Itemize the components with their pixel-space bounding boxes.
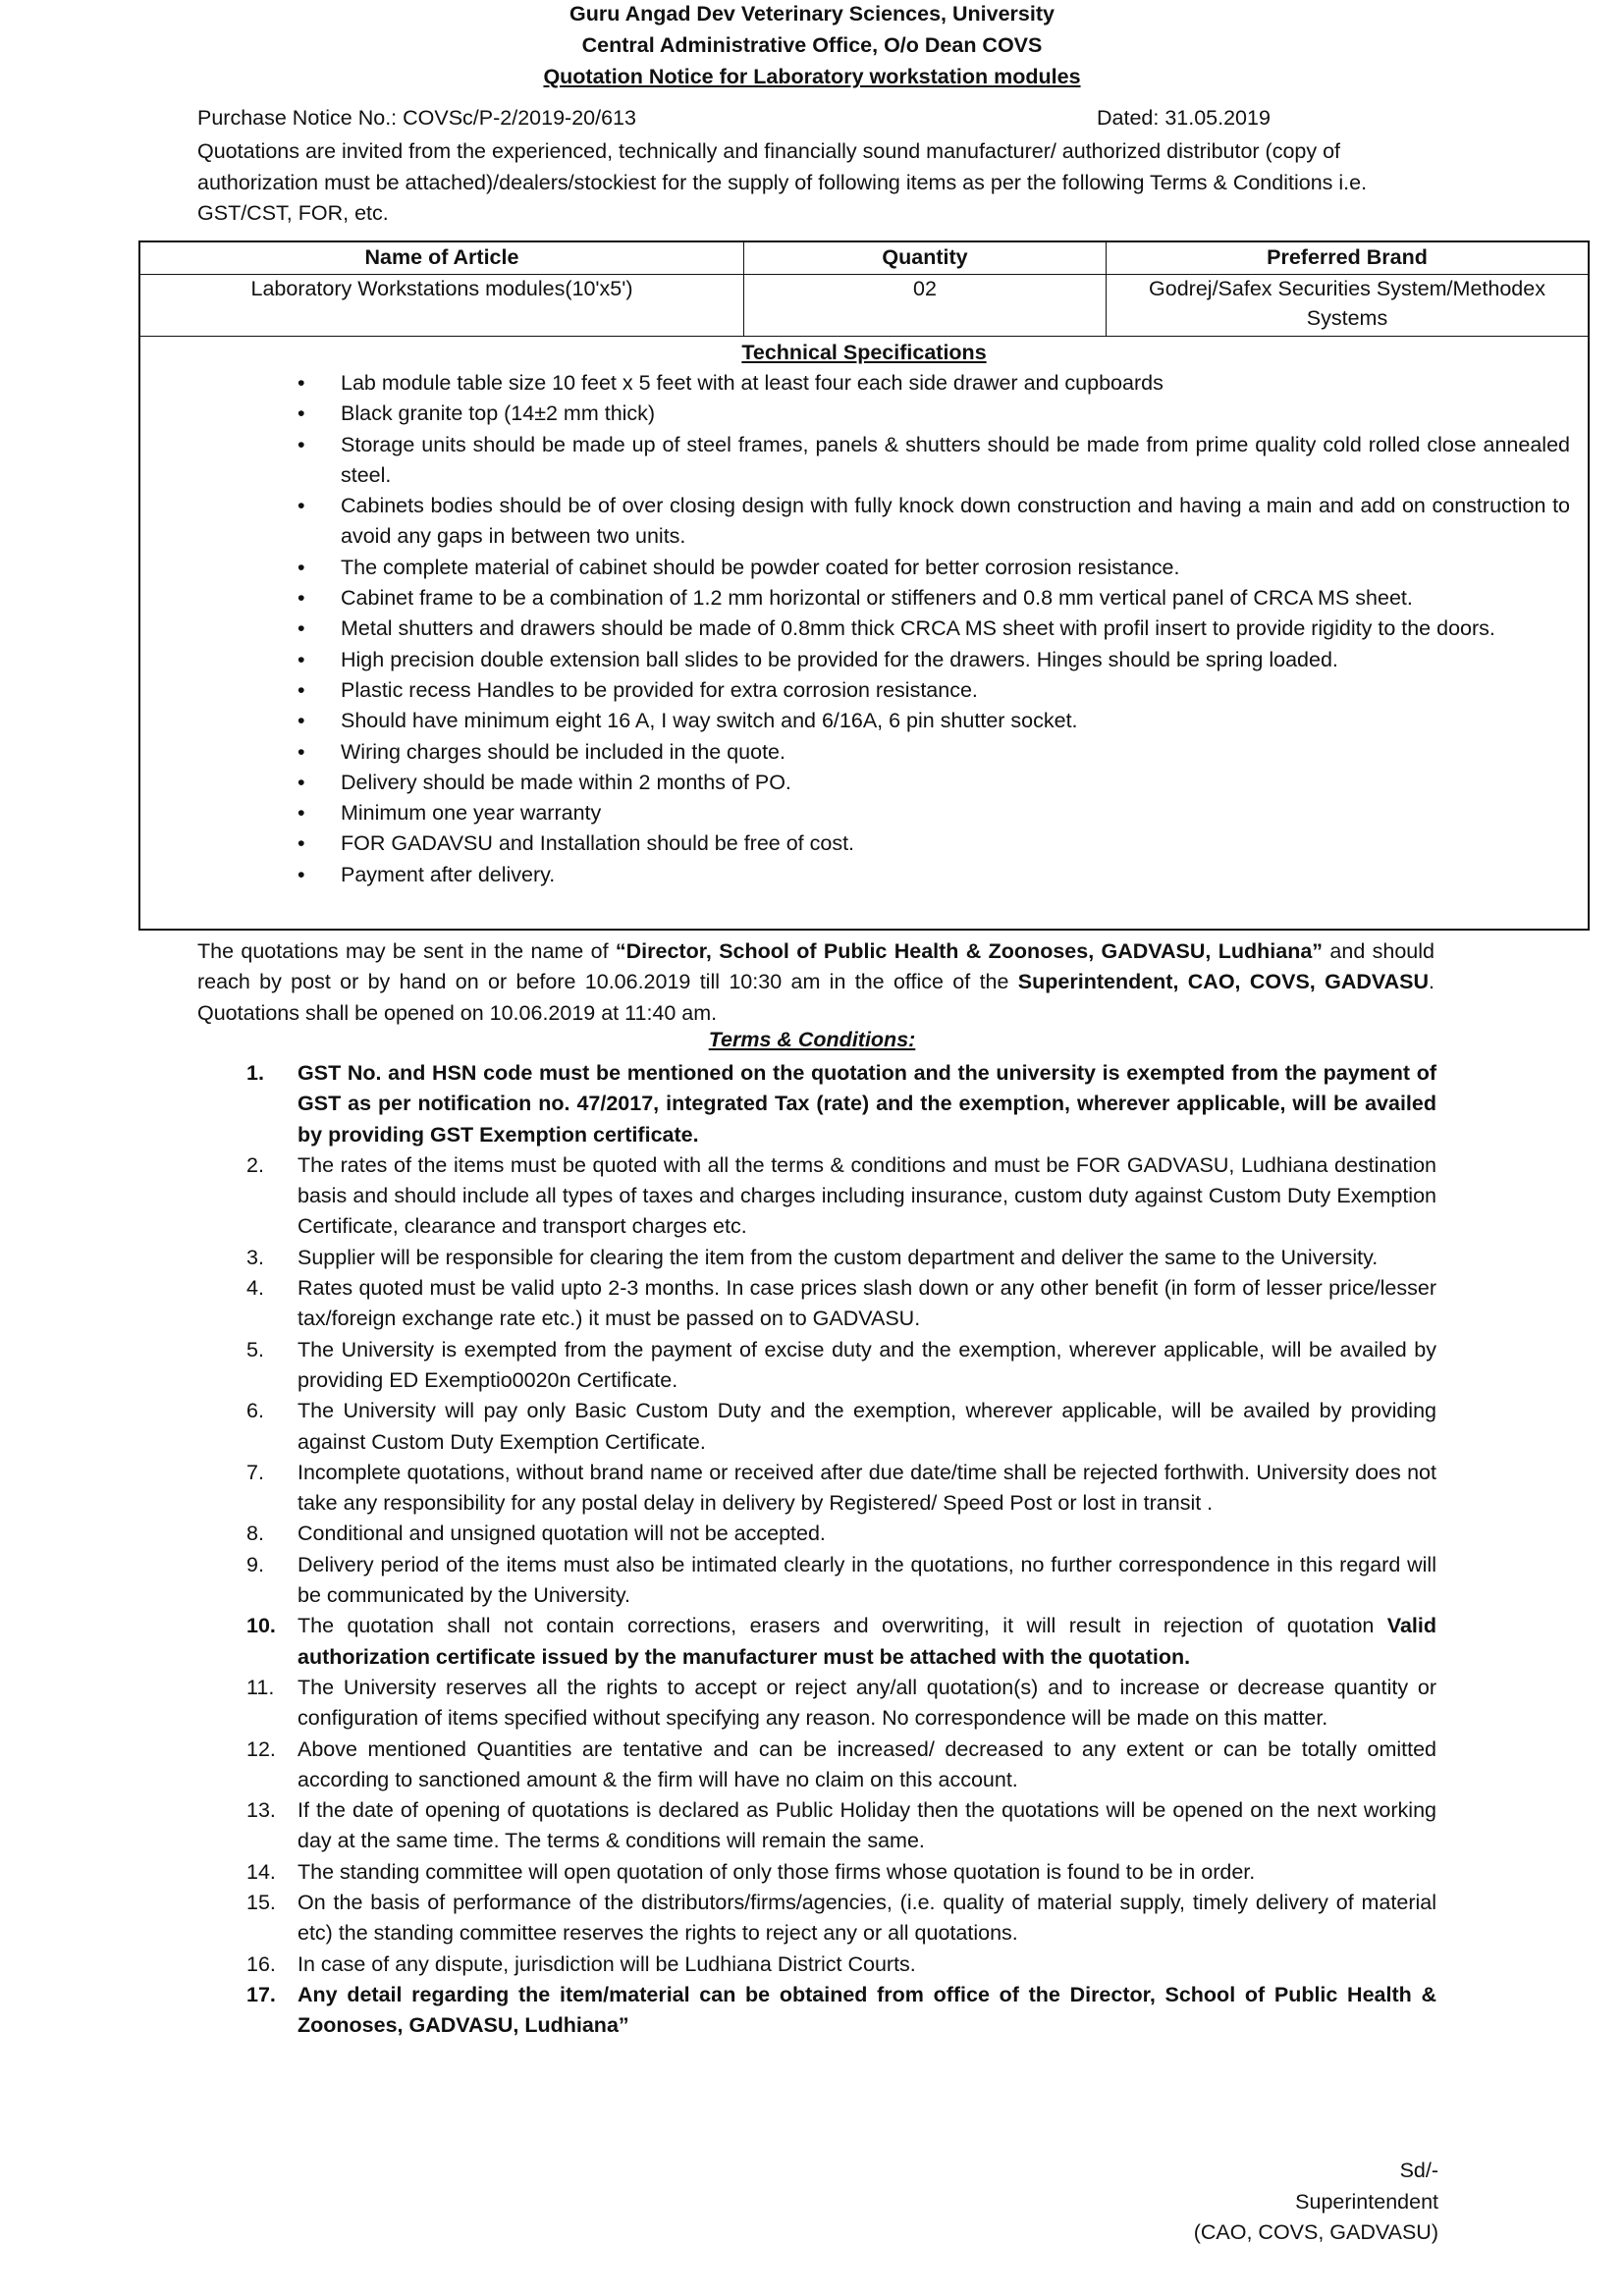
- term-item: [246, 1243, 1436, 1273]
- term-text: The University will pay only Basic Custom Duty and the exemption, wherever applicable, will be availed by providing against Custom Duty Exemption Certificate.: [298, 1399, 1436, 1454]
- term-text-block: [298, 1611, 1436, 1673]
- bullet-icon: •: [298, 831, 305, 856]
- term-number: 15.: [246, 1891, 276, 1915]
- spec-item: [140, 399, 1588, 429]
- technical-specifications: [140, 338, 1588, 890]
- bullet-icon: •: [298, 677, 305, 702]
- spec-text: Wiring charges should be included in the quote.: [341, 739, 785, 764]
- spec-item: [140, 553, 1588, 583]
- spec-item: [140, 430, 1588, 492]
- purchase-notice-number: Purchase Notice No.: COVSc/P-2/2019-20/613: [197, 106, 636, 130]
- opening-info: . Quotations shall be opened on 10.06.2019 at 11:40 am.: [197, 970, 1435, 1025]
- term-text-block: [298, 1980, 1436, 2042]
- spec-item: [140, 675, 1588, 706]
- term-text-block: [298, 1550, 1436, 1612]
- spec-item: [140, 583, 1588, 614]
- signature-office: (CAO, COVS, GADVASU): [1193, 2220, 1438, 2244]
- term-text: Any detail regarding the item/material can be obtained from office of the Director, School of Public Health & Zoonoses, GADVASU, Ludhiana”: [298, 1982, 1436, 2038]
- spec-item: [140, 768, 1588, 798]
- term-number: 2.: [246, 1152, 264, 1177]
- term-text: Delivery period of the items must also be intimated clearly in the quotations, no further correspondence in this regard will be communicated by the University.: [298, 1552, 1436, 1608]
- bullet-icon: •: [298, 862, 305, 886]
- bullet-icon: •: [298, 555, 305, 579]
- term-text-block: [298, 1396, 1436, 1458]
- term-item: [246, 1888, 1436, 1949]
- bullet-icon: •: [298, 739, 305, 764]
- submission-text: and should reach by post or by hand on or before 10.06.2019 till 10:30 am in the office of the: [197, 939, 1435, 994]
- term-number: 6.: [246, 1399, 264, 1423]
- term-bold-text: Valid authorization certificate issued by the manufacturer must be attached with the quotation.: [298, 1614, 1436, 1669]
- term-item: [246, 1735, 1436, 1796]
- university-name: Guru Angad Dev Veterinary Sciences, University: [569, 2, 1055, 26]
- term-text: Conditional and unsigned quotation will not be accepted.: [298, 1522, 826, 1546]
- spec-text: Black granite top (14±2 mm thick): [341, 401, 656, 426]
- term-number: 16.: [246, 1951, 276, 1976]
- bullet-icon: •: [298, 494, 305, 518]
- terms-title: Terms & Conditions:: [708, 1028, 916, 1051]
- spec-text: Minimum one year warranty: [341, 801, 602, 826]
- cell-article: Laboratory Workstations modules(10'x5'): [140, 274, 744, 336]
- header-brand: Preferred Brand: [1267, 245, 1428, 269]
- spec-text: Cabinet frame to be a combination of 1.2 mm horizontal or stiffeners and 0.8 mm vertical panel of CRCA MS sheet.: [341, 586, 1413, 611]
- term-text: The rates of the items must be quoted with all the terms & conditions and must be FOR GADVASU, Ludhiana destination basis and should include all types of taxes and charges including insurance, custom duty against Custom Duty Exemption Certificate, clearance and transport charges etc.: [298, 1152, 1436, 1239]
- spec-item: [140, 706, 1588, 736]
- term-item: [246, 1949, 1436, 1980]
- term-text-block: [298, 1673, 1436, 1735]
- term-text: The quotation shall not contain corrections, erasers and overwriting, it will result in rejection of quotation: [298, 1614, 1387, 1638]
- term-number: 17.: [246, 1982, 276, 2006]
- term-number: 3.: [246, 1245, 264, 1269]
- term-number: 8.: [246, 1522, 264, 1546]
- addressee: “Director, School of Public Health & Zoonoses, GADVASU, Ludhiana”: [615, 939, 1324, 963]
- items-table: [138, 240, 1590, 931]
- spec-text: Plastic recess Handles to be provided for extra corrosion resistance.: [341, 677, 978, 702]
- cell-brand: Godrej/Safex Securities System/Methodex Systems: [1149, 277, 1545, 330]
- bullet-icon: •: [298, 432, 305, 456]
- spec-item: [140, 614, 1588, 644]
- term-item: [246, 1519, 1436, 1549]
- term-number: 5.: [246, 1337, 264, 1362]
- term-text: The University is exempted from the payment of excise duty and the exemption, wherever applicable, will be availed by providing ED Exemptio0020n Certificate.: [298, 1337, 1436, 1392]
- table-header-row: [140, 242, 1588, 275]
- term-text: The standing committee will open quotation of only those firms whose quotation is found to be in order.: [298, 1859, 1256, 1884]
- term-item: [246, 1980, 1436, 2042]
- spec-item: [140, 798, 1588, 828]
- specs-title: Technical Specifications: [741, 341, 987, 364]
- spec-text: Payment after delivery.: [341, 862, 556, 886]
- term-number: 7.: [246, 1460, 264, 1484]
- term-item: [246, 1611, 1436, 1673]
- signature-sd: Sd/-: [1399, 2159, 1438, 2182]
- term-text-block: [298, 1458, 1436, 1520]
- term-item: [246, 1550, 1436, 1612]
- term-text-block: [298, 1795, 1436, 1857]
- signature-title: Superintendent: [1295, 2189, 1438, 2214]
- term-text: Above mentioned Quantities are tentative and can be increased/ decreased to any extent or can be totally omitted according to sanctioned amount & the firm will have no claim on this account.: [298, 1736, 1436, 1791]
- spec-text: The complete material of cabinet should be powder coated for better corrosion resistance.: [341, 555, 1180, 579]
- bullet-icon: •: [298, 709, 305, 733]
- bullet-icon: •: [298, 401, 305, 426]
- term-text: Rates quoted must be valid upto 2-3 months. In case prices slash down or any other benefit (in form of lesser price/lesser tax/foreign exchange rate etc.) it must be passed on to GADVASU.: [298, 1276, 1436, 1331]
- submission-office: Superintendent, CAO, COVS, GADVASU: [1017, 970, 1430, 994]
- term-number: 10.: [246, 1614, 276, 1638]
- signature-block: [1041, 2156, 1438, 2249]
- spec-item: [140, 645, 1588, 675]
- spec-item: [140, 828, 1588, 859]
- term-item: [246, 1857, 1436, 1888]
- term-text: The University reserves all the rights to accept or reject any/all quotation(s) and to increase or decrease quantity or configuration of items specified without specifying any reason. No correspondence will be made on this matter.: [298, 1675, 1436, 1731]
- term-text-block: [298, 1519, 1436, 1549]
- term-text-block: [298, 1058, 1436, 1150]
- office-name: Central Administrative Office, O/o Dean COVS: [581, 33, 1043, 57]
- term-item: [246, 1058, 1436, 1150]
- term-text: If the date of opening of quotations is declared as Public Holiday then the quotations will be opened on the next working day at the same time. The terms & conditions will remain the same.: [298, 1798, 1436, 1853]
- term-text-block: [298, 1949, 1436, 1980]
- term-number: 1.: [246, 1061, 264, 1085]
- cell-quantity: 02: [744, 274, 1107, 336]
- spec-text: High precision double extension ball slides to be provided for the drawers. Hinges should be spring loaded.: [341, 647, 1338, 671]
- term-text: On the basis of performance of the distributors/firms/agencies, (i.e. quality of material supply, timely delivery of material etc) the standing committee reserves the rights to reject any or all quotations.: [298, 1891, 1436, 1946]
- notice-date: Dated: 31.05.2019: [1097, 106, 1271, 130]
- bullet-icon: •: [298, 616, 305, 641]
- term-text-block: [298, 1735, 1436, 1796]
- bullet-icon: •: [298, 770, 305, 794]
- term-text-block: [298, 1273, 1436, 1335]
- term-number: 14.: [246, 1859, 276, 1884]
- header-article: Name of Article: [140, 242, 744, 274]
- term-text: In case of any dispute, jurisdiction will be Ludhiana District Courts.: [298, 1951, 916, 1976]
- term-item: [246, 1335, 1436, 1397]
- term-text-block: [298, 1335, 1436, 1397]
- spec-text: Delivery should be made within 2 months of PO.: [341, 770, 791, 794]
- spec-item: [140, 737, 1588, 768]
- terms-list: [246, 1058, 1436, 2042]
- spec-item: [140, 368, 1588, 399]
- term-text-block: [298, 1243, 1436, 1273]
- notice-title: Quotation Notice for Laboratory workstation modules: [543, 65, 1081, 88]
- bullet-icon: •: [298, 647, 305, 671]
- spec-item: [140, 860, 1588, 890]
- spec-item: [140, 491, 1588, 553]
- term-item: [246, 1150, 1436, 1243]
- intro-paragraph: Quotations are invited from the experienced, technically and financially sound manufacturer/ authorized distributor (copy of authorization must be attached)/dealers/stockiest for the supply of following items as per the following Terms & Conditions i.e. GST/CST, FOR, etc.: [197, 139, 1368, 225]
- term-item: [246, 1273, 1436, 1335]
- spec-text: Storage units should be made up of steel frames, panels & shutters should be made from prime quality cold rolled close annealed steel.: [341, 432, 1570, 487]
- table-row: [140, 274, 1588, 337]
- term-text-block: [298, 1150, 1436, 1243]
- submission-text: The quotations may be sent in the name of: [197, 939, 616, 963]
- term-text: GST No. and HSN code must be mentioned on the quotation and the university is exempted from the payment of GST as per notification no. 47/2017, integrated Tax (rate) and the exemption, wherever applicable, will be availed by providing GST Exemption certificate.: [298, 1061, 1436, 1147]
- term-item: [246, 1673, 1436, 1735]
- term-number: 9.: [246, 1552, 264, 1576]
- term-text: Supplier will be responsible for clearing the item from the custom department and deliver the same to the University.: [298, 1245, 1379, 1269]
- term-number: 11.: [246, 1675, 275, 1699]
- spec-text: Metal shutters and drawers should be made of 0.8mm thick CRCA MS sheet with profil insert to provide rigidity to the doors.: [341, 616, 1495, 641]
- term-item: [246, 1458, 1436, 1520]
- term-text: Incomplete quotations, without brand name or received after due date/time shall be rejected forthwith. University does not take any responsibility for any postal delay in delivery by Registered/ Speed Post or lost in transit .: [298, 1460, 1436, 1516]
- bullet-icon: •: [298, 586, 305, 611]
- term-number: 13.: [246, 1798, 276, 1823]
- term-item: [246, 1795, 1436, 1857]
- term-text-block: [298, 1857, 1436, 1888]
- spec-text: FOR GADAVSU and Installation should be free of cost.: [341, 831, 855, 856]
- term-text-block: [298, 1888, 1436, 1949]
- header-quantity: Quantity: [744, 242, 1107, 274]
- term-number: 12.: [246, 1736, 276, 1761]
- specs-list: [140, 368, 1588, 890]
- term-number: 4.: [246, 1276, 264, 1301]
- submission-paragraph: [197, 936, 1435, 1029]
- bullet-icon: •: [298, 371, 305, 395]
- bullet-icon: •: [298, 801, 305, 826]
- term-item: [246, 1396, 1436, 1458]
- spec-text: Lab module table size 10 feet x 5 feet with at least four each side drawer and cupboards: [341, 371, 1164, 395]
- spec-text: Cabinets bodies should be of over closing design with fully knock down construction and having a main and add on construction to avoid any gaps in between two units.: [341, 494, 1570, 549]
- spec-text: Should have minimum eight 16 A, I way switch and 6/16A, 6 pin shutter socket.: [341, 709, 1078, 733]
